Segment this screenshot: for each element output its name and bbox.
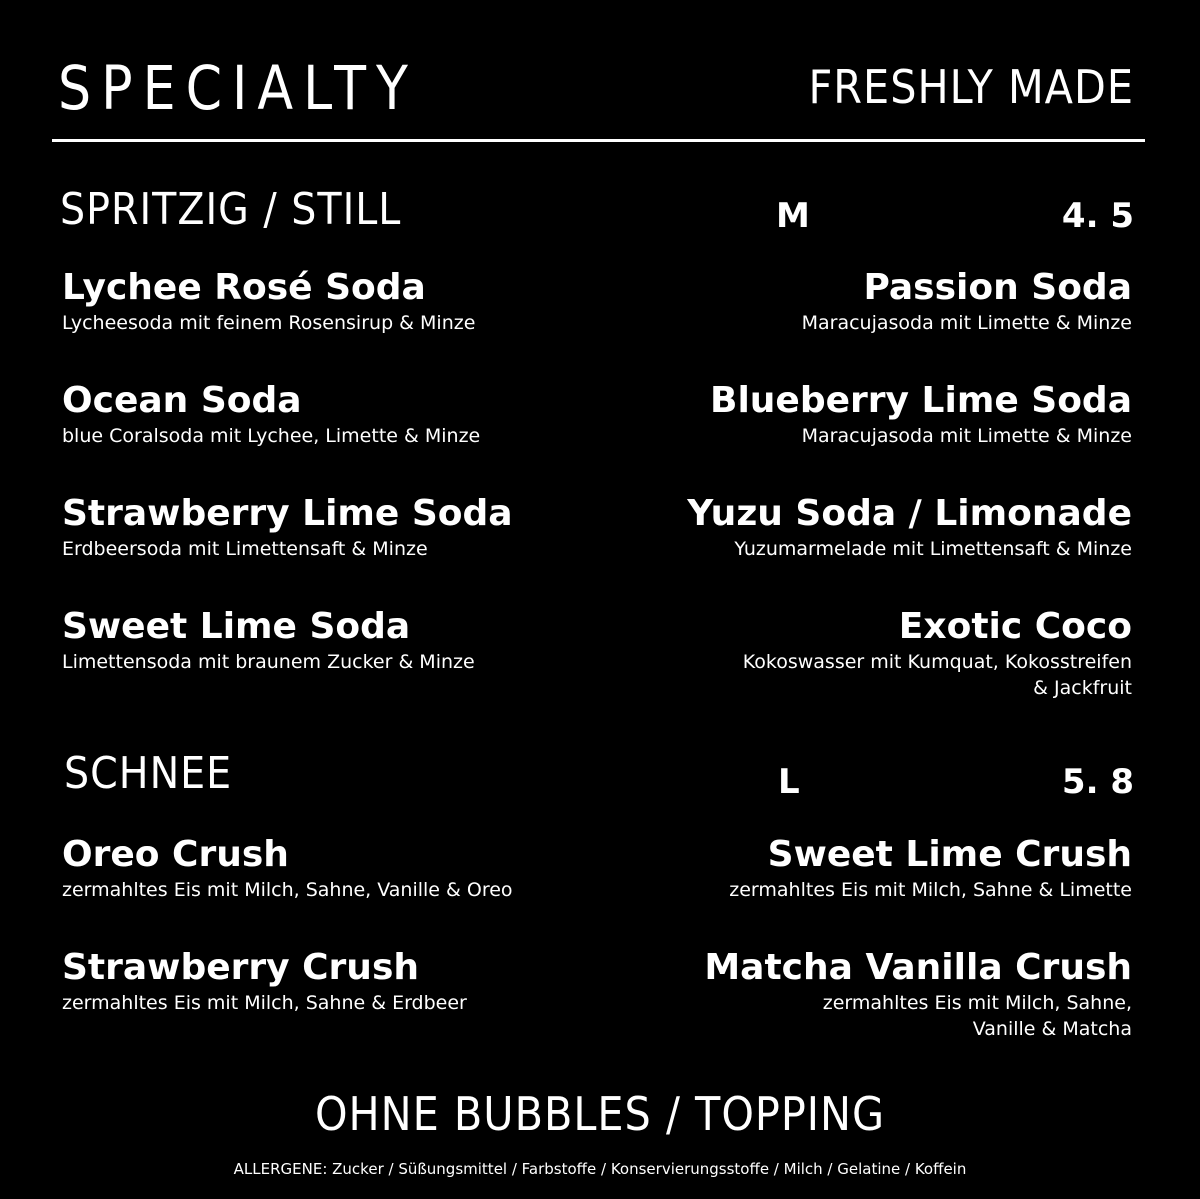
menu-item-lychee-rose-soda [62, 266, 475, 336]
menu-item-sweet-lime-crush [729, 833, 1132, 903]
menu-item-blueberry-lime-soda [710, 379, 1132, 449]
item-description: Yuzumarmelade mit Limettensaft & Minze [734, 538, 1132, 560]
menu-item-yuzu-soda [687, 492, 1132, 562]
item-name: Sweet Lime Crush [767, 834, 1132, 875]
item-name: Ocean Soda [62, 380, 302, 421]
price-l: 5. 8 [1061, 762, 1134, 802]
price-m: 4. 5 [1061, 196, 1134, 236]
item-description: zermahltes Eis mit Milch, Sahne, Vanille & Oreo [62, 879, 513, 901]
item-name: Yuzu Soda / Limonade [687, 493, 1132, 534]
footer-note: OHNE BUBBLES / TOPPING [314, 1087, 886, 1141]
section-title-spritzig: SPRITZIG / STILL [60, 184, 402, 235]
item-name: Exotic Coco [898, 606, 1132, 647]
item-description: Kokoswasser mit Kumquat, Kokosstreifen & Jackfruit [742, 651, 1132, 699]
item-description: zermahltes Eis mit Milch, Sahne & Limette [729, 879, 1132, 901]
item-name: Oreo Crush [62, 834, 289, 875]
item-description: Maracujasoda mit Limette & Minze [801, 425, 1132, 447]
item-name: Passion Soda [863, 267, 1132, 308]
item-description: Erdbeersoda mit Limettensaft & Minze [62, 538, 428, 560]
item-description: zermahltes Eis mit Milch, Sahne, Vanille & Matcha [822, 992, 1132, 1040]
menu-item-strawberry-crush [62, 946, 467, 1016]
item-description: Maracujasoda mit Limette & Minze [801, 312, 1132, 334]
menu-item-exotic-coco [743, 605, 1132, 701]
menu-item-strawberry-lime-soda [62, 492, 513, 562]
item-name: Lychee Rosé Soda [62, 267, 426, 308]
item-name: Sweet Lime Soda [62, 606, 411, 647]
allergens-line: ALLERGENE: Zucker / Süßungsmittel / Farbstoffe / Konservierungsstoffe / Milch / Gelatine / Koffein [233, 1160, 967, 1178]
size-label-l: L [778, 762, 800, 802]
item-description: Limettensoda mit braunem Zucker & Minze [62, 651, 475, 673]
item-name: Matcha Vanilla Crush [704, 947, 1132, 988]
menu-item-passion-soda [802, 266, 1132, 336]
item-description: zermahltes Eis mit Milch, Sahne & Erdbeer [62, 992, 467, 1014]
item-description: blue Coralsoda mit Lychee, Limette & Minze [62, 425, 481, 447]
item-name: Blueberry Lime Soda [710, 380, 1132, 421]
item-description: Lycheesoda mit feinem Rosensirup & Minze [62, 312, 476, 334]
header-divider [52, 139, 1145, 142]
size-label-m: M [776, 196, 810, 236]
menu-item-ocean-soda [62, 379, 480, 449]
item-name: Strawberry Lime Soda [62, 493, 513, 534]
menu-item-oreo-crush [62, 833, 513, 903]
menu-item-matcha-vanilla-crush [704, 946, 1132, 1042]
menu-title: SPECIALTY [58, 52, 418, 124]
item-name: Strawberry Crush [62, 947, 419, 988]
section-title-schnee: SCHNEE [64, 748, 233, 799]
menu-item-sweet-lime-soda [62, 605, 475, 675]
menu-tagline: FRESHLY MADE [808, 60, 1134, 114]
